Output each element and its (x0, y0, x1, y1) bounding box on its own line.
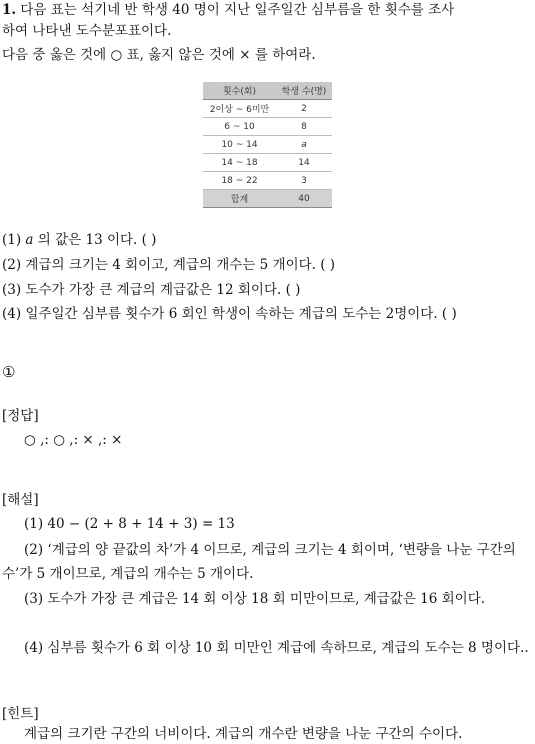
hint-text: 계급의 크기란 구간의 너비이다. 계급의 개수란 변량을 나눈 구간의 수이다. (24, 726, 463, 742)
statement-2: (2) 계급의 크기는 4 회이고, 계급의 개수는 5 개이다. ( ) (2, 257, 336, 273)
table-total-value: 40 (276, 190, 332, 208)
problem-instruction: 다음 중 옳은 것에 ○ 표, 옳지 않은 것에 × 를 하여라. (2, 47, 316, 63)
statement-4: (4) 일주일간 심부름 횟수가 6 회인 학생이 속하는 계급의 도수는 2명이다. ( ) (2, 306, 457, 322)
table-row (203, 136, 332, 154)
frequency-table (203, 82, 332, 208)
table-cell-class: 6 ~ 10 (203, 118, 276, 136)
statement-1-var: a (25, 232, 34, 248)
problem-line-2: 하여 나타낸 도수분포표이다. (2, 23, 172, 39)
statement-3: (3) 도수가 가장 큰 계급의 계급값은 12 회이다. ( ) (2, 282, 301, 298)
table-cell-class: 2이상 ~ 6미만 (203, 100, 276, 118)
table-cell-count: 14 (276, 154, 332, 172)
table-cell-class: 14 ~ 18 (203, 154, 276, 172)
table-cell-class: 18 ~ 22 (203, 172, 276, 190)
problem-text-1: 다음 표는 석기네 반 학생 40 명이 지난 일주일간 심부름을 한 횟수를 조사 (16, 2, 455, 18)
table-row (203, 154, 332, 172)
explanation-1: (1) 40 − (2 + 8 + 14 + 3) = 13 (24, 516, 235, 532)
table-header-count: 학생 수(명) (276, 82, 332, 100)
problem-line-1 (2, 0, 454, 20)
table-cell-count: 8 (276, 118, 332, 136)
table-cell-count: a (276, 136, 332, 154)
explanation-4: (4) 심부름 횟수가 6 회 이상 10 회 미만인 계급에 속하므로, 계급의 도수는 8 명이다.. (24, 640, 529, 656)
answer-label: [정답] (2, 408, 39, 424)
table-cell-count: 3 (276, 172, 332, 190)
statement-1 (2, 230, 156, 250)
statement-1-prefix: (1) (2, 232, 26, 248)
explanation-3: (3) 도수가 가장 큰 계급은 14 회 이상 18 회 미만이므로, 계급값은 16 회이다. (24, 591, 486, 607)
table-total-row (203, 190, 332, 208)
selected-choice: ① (2, 363, 16, 381)
statement-1-text: 의 값은 13 이다. ( ) (33, 232, 157, 248)
table-cell-count: 2 (276, 100, 332, 118)
table-total-label: 합계 (203, 190, 276, 208)
answer-text: ○ ,: ○ ,: × ,: × (24, 432, 123, 448)
table-cell-class: 10 ~ 14 (203, 136, 276, 154)
table-row (203, 118, 332, 136)
table-row (203, 172, 332, 190)
table-row (203, 100, 332, 118)
table-header-class: 횟수(회) (203, 82, 276, 100)
hint-label: [힌트] (2, 706, 39, 722)
table-header-row (203, 82, 332, 100)
explanation-2: (2) ‘계급의 양 끝값의 차’가 4 이므로, 계급의 크기는 4 회이며, ‘변량을 나눈 구간의 수’가 5 개이므로, 계급의 개수는 5 개이다. (2, 542, 516, 582)
problem-number: 1. (2, 2, 17, 18)
explanation-label: [해설] (2, 492, 39, 508)
